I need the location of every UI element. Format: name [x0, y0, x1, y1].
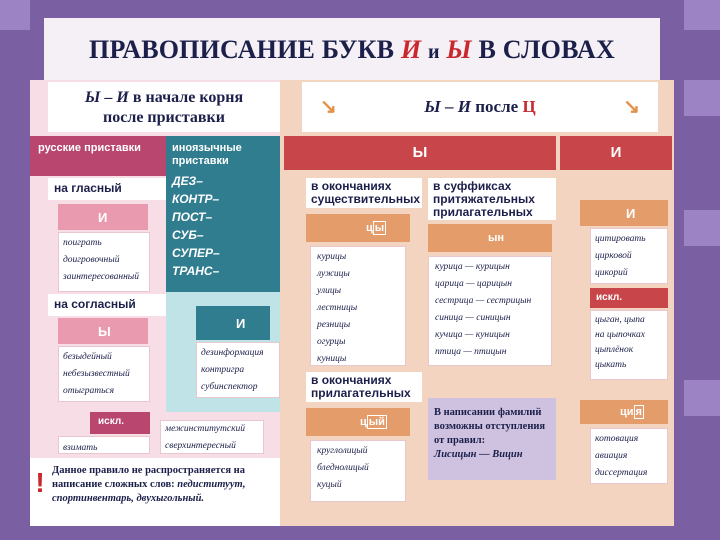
foreign-prefixes-label: иноязычные приставки — [172, 142, 242, 167]
word-item: контригра — [201, 365, 245, 375]
word-item: лужицы — [317, 269, 350, 279]
side-square — [684, 210, 720, 246]
russian-prefixes-label: русские приставки — [30, 136, 166, 176]
word-item: цыган, цыпа — [595, 315, 645, 325]
page-title — [44, 18, 660, 82]
word-item: цыплёнок — [595, 345, 634, 355]
title-and: и — [427, 41, 440, 63]
word-item: цикорий — [595, 268, 628, 278]
word-item: заинтересованный — [63, 272, 139, 282]
word-item: бледнолицый — [317, 463, 369, 473]
corner-square — [684, 0, 720, 30]
exception-label: искл. — [90, 412, 150, 434]
word-item: курицы — [317, 252, 347, 262]
word-item: субинспектор — [201, 382, 258, 392]
adj-endings-label: в окончаниях прилагательных — [306, 372, 422, 402]
warning-mark: ! — [35, 467, 45, 498]
corner-square — [0, 0, 30, 30]
ci-morph: ци я — [580, 400, 668, 424]
title-letter-y: Ы — [446, 35, 472, 64]
arrow-icon: ↘ — [320, 96, 337, 118]
nouns-words — [310, 246, 406, 366]
word-item: межинститутский — [165, 424, 246, 434]
right-heading: ↘ Ы – И после Ц ↘ — [302, 82, 658, 132]
consonant-letter: Ы — [58, 318, 148, 344]
i-letter: И — [580, 200, 668, 226]
word-item: круглолицый — [317, 446, 368, 456]
word-item: поиграть — [63, 238, 102, 248]
word-item: диссертация — [595, 468, 648, 478]
foreign-prefixes-block — [166, 136, 280, 292]
word-pair: синица — синицын — [435, 313, 511, 323]
foreign-prefix: ПОСТ– — [172, 210, 213, 224]
footer-text: Данное правило не распространяется на написание сложных слов: педиституут, спортинвентарь, двухыгольный. — [52, 464, 276, 506]
word-item: доигровочный — [63, 255, 120, 265]
consonant-words — [58, 346, 150, 402]
side-square — [684, 380, 720, 416]
foreign-prefix-list — [172, 172, 274, 280]
i-exception-label: искл. — [590, 288, 668, 308]
arrow-icon: ↘ — [623, 96, 640, 118]
suffix-label: в суффиксах притяжательных прилагательных — [428, 178, 556, 220]
exception-word: взимать — [58, 436, 150, 454]
word-item: цирковой — [595, 251, 632, 261]
word-item: отыграться — [63, 386, 115, 396]
word-item: на цыпочках — [595, 330, 645, 340]
left-heading: Ы – И в начале корня после приставки — [48, 82, 280, 132]
y-bar: Ы — [284, 136, 556, 170]
word-item: огурцы — [317, 337, 346, 347]
word-item: цитировать — [595, 234, 646, 244]
suffix-morph: ын — [428, 224, 552, 252]
vowel-letter: И — [58, 204, 148, 230]
word-item: дезинформация — [201, 348, 264, 358]
title-letter-i: И — [400, 35, 422, 64]
word-pair: кучица — куницын — [435, 330, 510, 340]
word-item: цыкать — [595, 360, 627, 370]
foreign-prefix: СУПЕР– — [172, 246, 220, 260]
word-item: резницы — [317, 320, 351, 330]
adj-endings-words — [310, 440, 406, 502]
adj-endings-morph: ц ый — [306, 408, 410, 436]
consonant-label: на согласный — [48, 294, 166, 316]
nouns-morph: ц ы — [306, 214, 410, 242]
foreign-prefix: ТРАНС– — [172, 264, 220, 278]
word-pair: царица — царицын — [435, 279, 512, 289]
word-item: котовация — [595, 434, 639, 444]
title-end: В СЛОВАХ — [478, 35, 615, 64]
i-words — [590, 228, 668, 284]
foreign-prefix: СУБ– — [172, 228, 204, 242]
title-text: ПРАВОПИСАНИЕ БУКВ — [89, 35, 395, 64]
vowel-words — [58, 232, 150, 292]
foreign-letter: И — [196, 306, 270, 340]
word-item: улицы — [317, 286, 342, 296]
vowel-label: на гласный — [48, 178, 166, 200]
word-pair: птица — птицын — [435, 347, 507, 357]
i-exception-words — [590, 310, 668, 380]
foreign-prefix: КОНТР– — [172, 192, 220, 206]
word-item: куцый — [317, 480, 342, 490]
word-pair: сестрица — сестрицын — [435, 296, 532, 306]
word-item: безыдейный — [63, 352, 112, 362]
footer-note — [30, 458, 280, 526]
word-item: лестницы — [317, 303, 358, 313]
ci-words — [590, 428, 668, 484]
extra-words — [160, 420, 264, 454]
foreign-words — [196, 342, 280, 398]
foreign-prefix: ДЕЗ– — [172, 174, 203, 188]
word-item: куницы — [317, 354, 347, 364]
word-item: небезызвестный — [63, 369, 130, 379]
word-item: сверхинтересный — [165, 441, 236, 451]
side-square — [684, 80, 720, 116]
i-bar: И — [560, 136, 672, 170]
nouns-label: в окончаниях существительных — [306, 178, 422, 208]
suffix-words — [428, 256, 552, 366]
surname-note: В написании фамилий возможны отступления от правил: Лисицын — Вицин — [428, 398, 556, 480]
word-item: авиация — [595, 451, 628, 461]
word-pair: курица — курицын — [435, 262, 510, 272]
